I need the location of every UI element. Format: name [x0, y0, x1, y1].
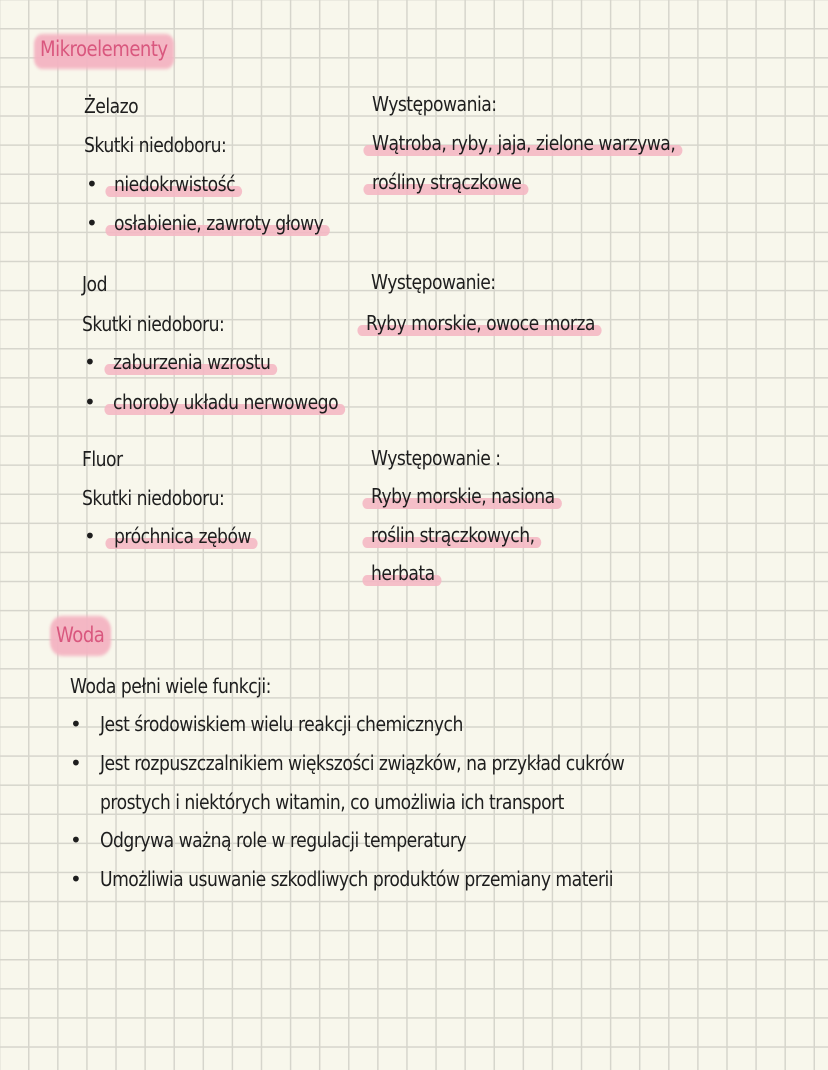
deficiency-effect: osłabienie, zawroty głowy — [114, 211, 324, 235]
occurrence-line: Ryby morskie, nasiona — [371, 484, 555, 508]
deficiency-effect: próchnica zębów — [114, 524, 252, 548]
deficiency-label: Skutki niedoboru: — [84, 133, 227, 157]
occurrence-label: Występowanie : — [371, 446, 501, 470]
section-title-woda — [56, 620, 104, 650]
bullet-icon: • — [70, 751, 82, 775]
section-title-mikroelementy — [40, 34, 168, 64]
occurrence-line: Ryby morskie, owoce morza — [366, 311, 595, 335]
occurrence-line: roślin strączkowych, — [371, 523, 535, 547]
occurrence-label: Występowanie: — [371, 270, 496, 294]
bullet-icon: • — [70, 712, 82, 736]
bullet-icon: • — [84, 524, 96, 548]
bullet-icon: • — [70, 867, 82, 891]
deficiency-effect: choroby układu nerwowego — [113, 390, 339, 414]
woda-function: Odgrywa ważną role w regulacji temperatury — [100, 828, 467, 852]
woda-function: Jest rozpuszczalnikiem większości związków, na przykład cukrów — [100, 751, 625, 775]
section-title-text: Mikroelementy — [40, 37, 168, 61]
element-name-zelazo: Żelazo — [84, 94, 139, 118]
woda-function-continued: prostych i niektórych witamin, co umożliwia ich transport — [100, 790, 564, 814]
occurrence-line: herbata — [371, 561, 435, 585]
section-title-text: Woda — [56, 623, 105, 647]
occurrence-line: Wątroba, ryby, jaja, zielone warzywa, — [372, 131, 676, 155]
woda-intro: Woda pełni wiele funkcji: — [70, 674, 271, 698]
deficiency-effect: niedokrwistość — [114, 172, 236, 196]
deficiency-effect: zaburzenia wzrostu — [113, 350, 271, 374]
bullet-icon: • — [84, 350, 96, 374]
occurrence-line: rośliny strączkowe — [372, 170, 522, 194]
deficiency-label: Skutki niedoboru: — [82, 486, 225, 510]
bullet-icon: • — [86, 172, 98, 196]
occurrence-label: Występowania: — [372, 92, 497, 116]
bullet-icon: • — [86, 211, 98, 235]
deficiency-label: Skutki niedoboru: — [82, 312, 225, 336]
woda-function: Umożliwia usuwanie szkodliwych produktów przemiany materii — [100, 867, 614, 891]
element-name-fluor: Fluor — [82, 447, 123, 471]
bullet-icon: • — [70, 828, 82, 852]
woda-function: Jest środowiskiem wielu reakcji chemicznych — [100, 712, 463, 736]
bullet-icon: • — [84, 390, 96, 414]
element-name-jod: Jod — [82, 272, 107, 296]
